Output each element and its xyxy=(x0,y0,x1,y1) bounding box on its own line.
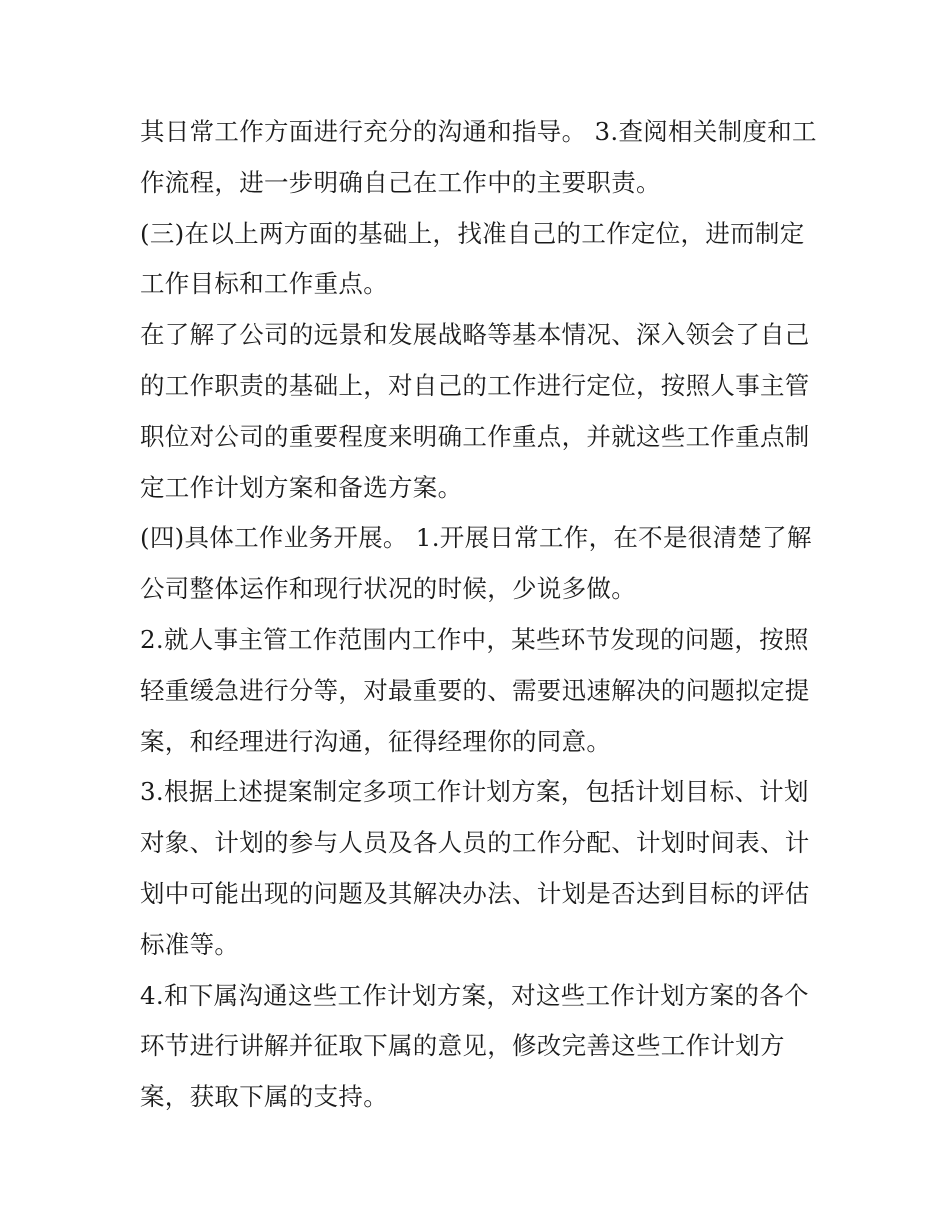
text-line: 工作目标和工作重点。 xyxy=(140,269,388,299)
text-line: 轻重缓急进行分等，对最重要的、需要迅速解决的问题拟定提 xyxy=(140,675,810,705)
text-line: 对象、计划的参与人员及各人员的工作分配、计划时间表、计 xyxy=(140,828,810,858)
text-line: 2.就人事主管工作范围内工作中，某些环节发现的问题，按照 xyxy=(140,624,809,654)
text-line: 案，获取下属的支持。 xyxy=(140,1082,388,1112)
text-line: 的工作职责的基础上，对自己的工作进行定位，按照人事主管 xyxy=(140,370,810,400)
text-line: 环节进行讲解并征取下属的意见，修改完善这些工作计划方 xyxy=(140,1031,785,1061)
text-line: (四)具体工作业务开展。 1.开展日常工作，在不是很清楚了解 xyxy=(140,523,812,553)
text-line: 3.根据上述提案制定多项工作计划方案，包括计划目标、计划 xyxy=(140,777,809,807)
text-line: (三)在以上两方面的基础上，找准自己的工作定位，进而制定 xyxy=(140,218,805,248)
text-line: 定工作计划方案和备选方案。 xyxy=(140,472,463,502)
text-line: 作流程，进一步明确自己在工作中的主要职责。 xyxy=(140,167,661,197)
text-line: 在了解了公司的远景和发展战略等基本情况、深入领会了自己 xyxy=(140,320,810,350)
text-line: 职位对公司的重要程度来明确工作重点，并就这些工作重点制 xyxy=(140,421,810,451)
text-line: 其日常工作方面进行充分的沟通和指导。 3.查阅相关制度和工 xyxy=(140,117,817,146)
text-line: 公司整体运作和现行状况的时候，少说多做。 xyxy=(140,574,636,604)
text-line: 案，和经理进行沟通，征得经理你的同意。 xyxy=(140,726,612,756)
text-line: 标准等。 xyxy=(140,929,240,959)
text-line: 4.和下属沟通这些工作计划方案，对这些工作计划方案的各个 xyxy=(140,980,809,1010)
text-line: 划中可能出现的问题及其解决办法、计划是否达到目标的评估 xyxy=(140,878,810,908)
document-body xyxy=(140,107,817,1123)
